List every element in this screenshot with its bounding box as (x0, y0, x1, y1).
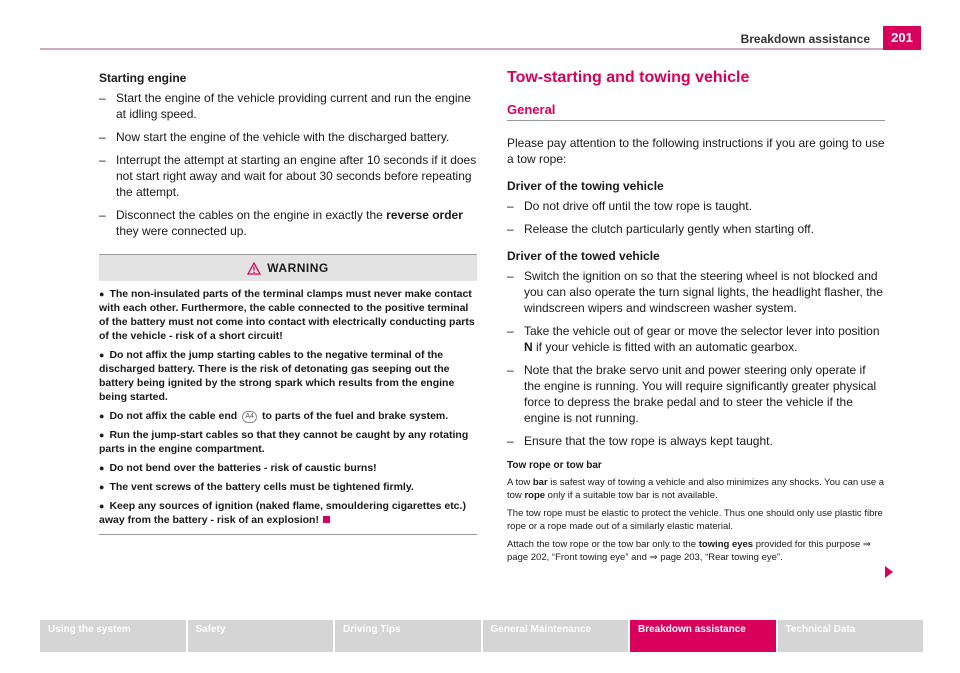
bullet-icon: ● (99, 289, 105, 299)
warning-item: ● The vent screws of the battery cells must be tightened firmly. (99, 481, 414, 493)
towing-driver-heading: Driver of the towing vehicle (507, 179, 664, 193)
towed-step: – Ensure that the tow rope is always kept taught. (507, 433, 885, 449)
tab-technical-data[interactable]: Technical Data (778, 620, 924, 652)
tab-breakdown-assistance[interactable]: Breakdown assistance (630, 620, 778, 652)
bullet-icon: ● (99, 411, 105, 421)
ref-a4-icon: A4 (242, 411, 257, 423)
step-item: – Now start the engine of the vehicle with the discharged battery. (99, 129, 477, 145)
warning-item: ● Run the jump-start cables so that they cannot be caught by any rotating parts in the engine compartment. (99, 429, 469, 455)
bullet-icon: ● (99, 501, 105, 511)
subsection-title: General (507, 102, 556, 117)
warning-header (99, 255, 477, 281)
warning-item: ● Do not bend over the batteries - risk of caustic burns! (99, 462, 377, 474)
warning-item: ● Keep any sources of ignition (naked flame, smouldering cigarettes etc.) away from the battery - risk of an explosion! (99, 500, 466, 526)
bullet-icon: ● (99, 350, 105, 360)
warning-item: ● The non-insulated parts of the terminal clamps must never make contact with each other. Furthermore, the cable connected to the positive terminal of the battery must not come into contact with electrically conducting parts of the vehicle - risk of a short circuit! (99, 288, 475, 342)
next-page-arrow-icon[interactable] (885, 566, 893, 578)
towed-step: – Take the vehicle out of gear or move the selector lever into position N if your vehicle is fitted with an automatic gearbox. (507, 323, 885, 355)
subsection-rule (507, 120, 885, 121)
warning-item: ● Do not affix the jump starting cables to the negative terminal of the discharged battery. There is the risk of detonating gas seeping out the battery being ignited by the strong spark which results from the engine being started. (99, 349, 455, 403)
warning-body (99, 281, 477, 534)
towing-step: – Release the clutch particularly gently when starting off. (507, 221, 885, 237)
right-column (507, 70, 885, 569)
left-column (99, 70, 477, 246)
warning-title: WARNING (267, 261, 329, 275)
towing-step: – Do not drive off until the tow rope is taught. (507, 198, 885, 214)
tow-rope-paragraph: The tow rope must be elastic to protect the vehicle. Thus one should only use plastic fibre rope or a rope made out of a similarly elastic material. (507, 508, 883, 532)
footer-nav (40, 620, 923, 652)
section-title: Tow-starting and towing vehicle (507, 69, 750, 86)
intro-text: Please pay attention to the following instructions if you are going to use a tow rope: (507, 136, 885, 166)
header-rule (40, 48, 885, 50)
tab-using-the-system[interactable]: Using the system (40, 620, 188, 652)
tow-rope-heading: Tow rope or tow bar (507, 460, 602, 471)
step-item: – Disconnect the cables on the engine in exactly the reverse order they were connected up. (99, 207, 477, 239)
bullet-icon: ● (99, 482, 105, 492)
tab-general-maintenance[interactable]: General Maintenance (483, 620, 631, 652)
warning-item: ● Do not affix the cable end A4 to parts of the fuel and brake system. (99, 410, 449, 422)
towed-step: – Switch the ignition on so that the steering wheel is not blocked and you can also operate the turn signal lights, the headlight flasher, the windscreen wipers and windscreen washer system. (507, 268, 885, 316)
towed-driver-heading: Driver of the towed vehicle (507, 249, 660, 263)
tow-rope-paragraph: Attach the tow rope or the tow bar only to the towing eyes provided for this purpose ⇒ page 202, “Front towing eye” and ⇒ page 203, “Rear towing eye”. (507, 539, 871, 563)
page-number: 201 (883, 26, 921, 50)
towed-step: – Note that the brake servo unit and power steering only operate if the engine is running. You will require significantly greater physical force to depress the brake pedal and to steer the vehicle if the engine is not running. (507, 362, 885, 426)
warning-box (99, 254, 477, 535)
starting-engine-title: Starting engine (99, 71, 187, 85)
bullet-icon: ● (99, 463, 105, 473)
page-header-title: Breakdown assistance (740, 32, 870, 46)
tab-safety[interactable]: Safety (188, 620, 336, 652)
section-end-icon (323, 516, 330, 523)
warning-triangle-icon (247, 262, 261, 275)
bullet-icon: ● (99, 430, 105, 440)
tab-driving-tips[interactable]: Driving Tips (335, 620, 483, 652)
tow-rope-paragraph: A tow bar is safest way of towing a vehicle and also minimizes any shocks. You can use a tow rope only if a suitable tow bar is not available. (507, 477, 885, 501)
step-item: – Start the engine of the vehicle providing current and run the engine at idling speed. (99, 90, 477, 122)
step-item: – Interrupt the attempt at starting an engine after 10 seconds if it does not start right away and wait for about 30 seconds before repeating the attempt. (99, 152, 477, 200)
